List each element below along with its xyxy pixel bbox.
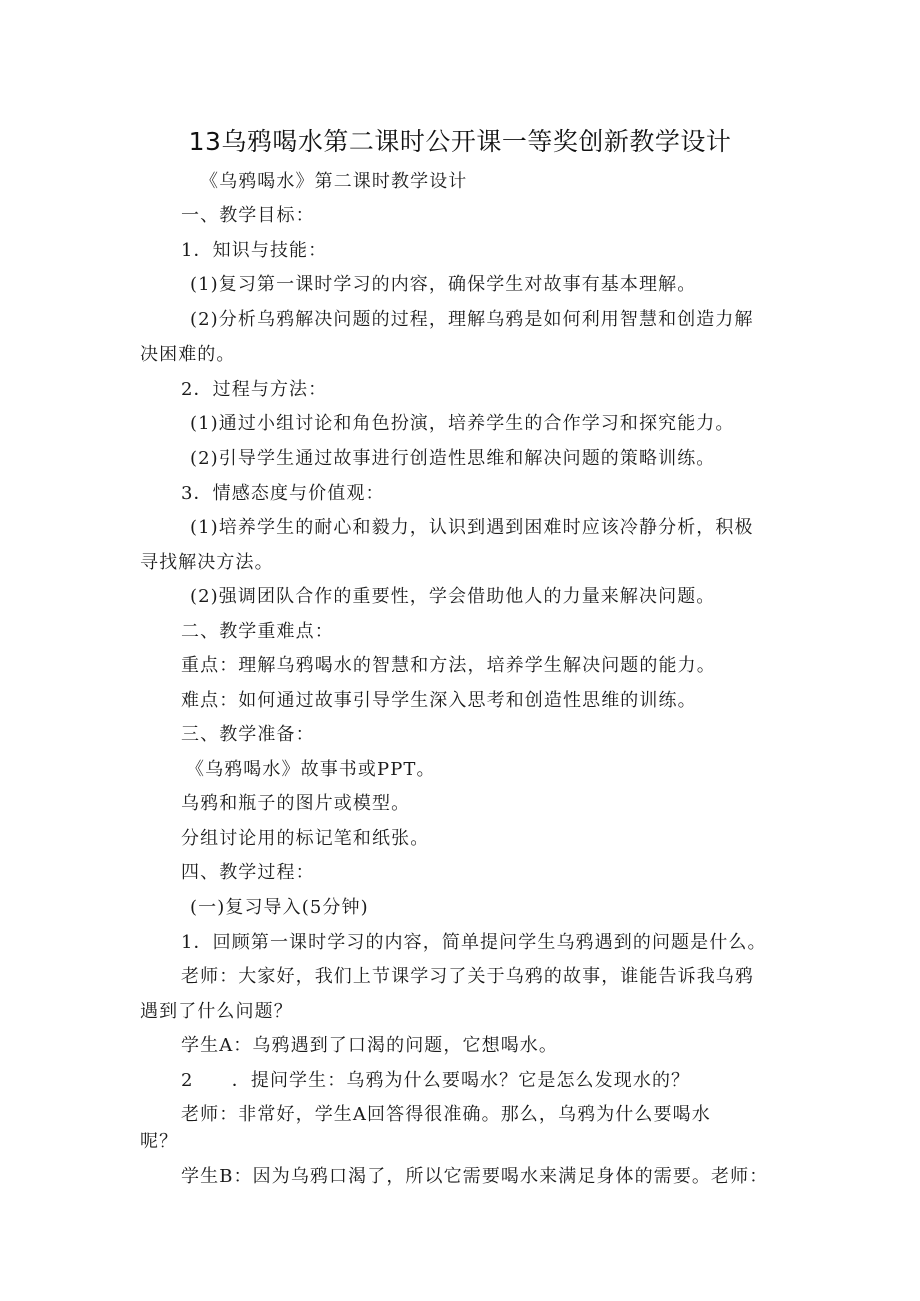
paragraph-line: 遇到了什么问题？ (140, 1001, 293, 1022)
paragraph-line: (1)复习第一课时学习的内容，确保学生对故事有基本理解。 (190, 274, 697, 295)
paragraph-line: (2)强调团队合作的重要性，学会借助他人的力量来解决问题。 (190, 586, 716, 607)
section-heading: 二、教学重难点： (181, 621, 334, 642)
paragraph-line: (2)引导学生通过故事进行创造性思维和解决问题的策略训练。 (190, 448, 716, 469)
section-heading: 一、教学目标： (181, 205, 315, 226)
paragraph-line: 老师：大家好，我们上节课学习了关于乌鸦的故事，谁能告诉我乌鸦 (181, 966, 754, 987)
subsection-heading: 1．知识与技能： (181, 240, 328, 261)
paragraph-line: 学生A：乌鸦遇到了口渴的问题，它想喝水。 (181, 1035, 558, 1056)
subsection-heading: (一)复习导入(5分钟) (190, 897, 369, 918)
paragraph-line: 1．回顾第一课时学习的内容，简单提问学生乌鸦遇到的问题是什么。 (181, 932, 767, 953)
subsection-heading: 3．情感态度与价值观： (181, 483, 385, 504)
subtitle-line: 《乌鸦喝水》第二课时教学设计 (200, 171, 468, 192)
paragraph-line: 重点：理解乌鸦喝水的智慧和方法，培养学生解决问题的能力。 (181, 655, 716, 676)
subsection-heading: 2．过程与方法： (181, 379, 328, 400)
section-heading: 三、教学准备： (181, 724, 315, 745)
paragraph-line: 分组讨论用的标记笔和纸张。 (181, 828, 430, 849)
paragraph-line: 乌鸦和瓶子的图片或模型。 (181, 793, 411, 814)
paragraph-line: 决困难的。 (140, 344, 236, 365)
document-title: 13乌鸦喝水第二课时公开课一等奖创新教学设计 (188, 127, 732, 156)
paragraph-line: 2 ．提问学生：乌鸦为什么要喝水？它是怎么发现水的？ (181, 1070, 691, 1091)
paragraph-line: 寻找解决方法。 (140, 552, 274, 573)
paragraph-line: (1)通过小组讨论和角色扮演，培养学生的合作学习和探究能力。 (190, 413, 735, 434)
paragraph-line: 老师：非常好，学生A回答得很准确。那么，乌鸦为什么要喝水 (181, 1104, 711, 1125)
paragraph-line: 呢？ (140, 1131, 179, 1152)
section-heading: 四、教学过程： (181, 862, 315, 883)
paragraph-line: (2)分析乌鸦解决问题的过程，理解乌鸦是如何利用智慧和创造力解 (190, 309, 754, 330)
paragraph-line: (1)培养学生的耐心和毅力，认识到遇到困难时应该冷静分析，积极 (190, 517, 754, 538)
paragraph-line: 难点：如何通过故事引导学生深入思考和创造性思维的训练。 (181, 690, 697, 711)
paragraph-line: 《乌鸦喝水》故事书或PPT。 (186, 759, 436, 780)
paragraph-line: 学生B：因为乌鸦口渴了，所以它需要喝水来满足身体的需要。老师： (181, 1166, 769, 1187)
